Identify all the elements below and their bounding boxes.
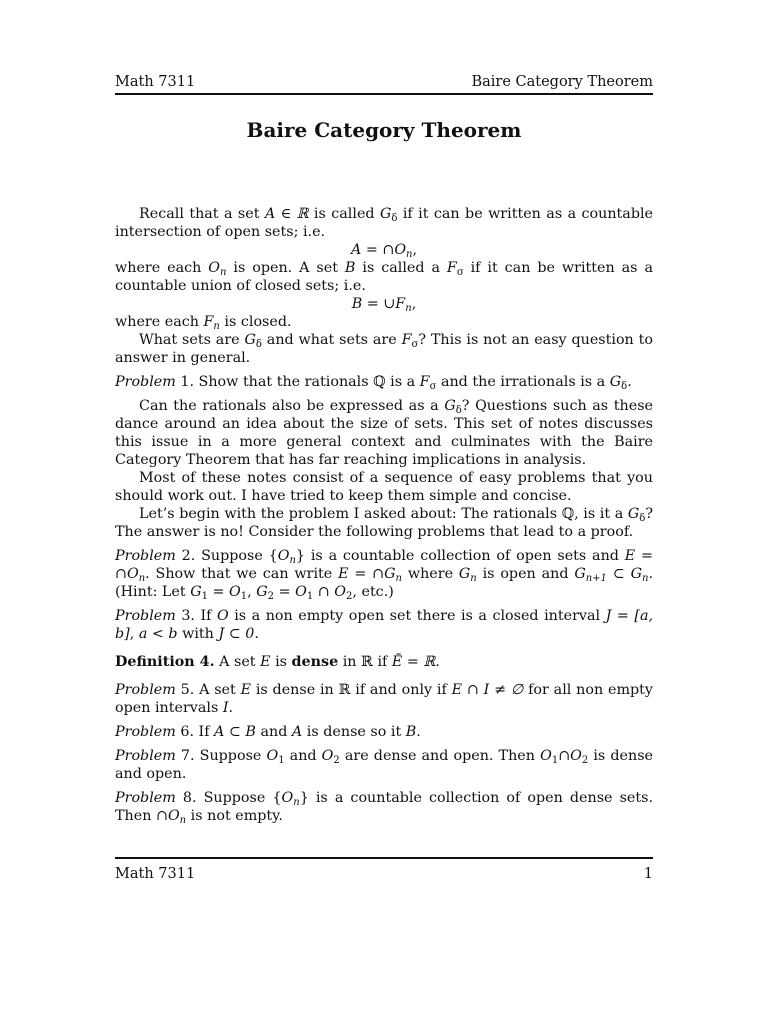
definition-4: Definition 4. A set E is dense in ℝ if Ē = ℝ. [115, 654, 440, 670]
problem-8: Problem 8. Suppose $\{O_n\}$ is a countable collection of open dense sets. Then $\cap O_n$ is not empty. [115, 790, 654, 826]
problem-1: Problem 1. Show that the rationals ℚ is a $F_\sigma$ and the irrationals is a $G_\delta$. [115, 374, 632, 392]
paragraph-fsigma-definition: where each $O_n$ is open. A set B is called a $F_\sigma$ if it can be written as a countable union of closed sets; i.e. [115, 260, 653, 294]
display-equation-union: $B = \cup F_n$, [351, 296, 417, 314]
paragraph-fn-closed: where each $F_n$ is closed. [115, 314, 292, 332]
document-body [115, 205, 653, 825]
header-rule [115, 93, 653, 95]
paragraph-begin: Let’s begin with the problem I asked about: The rationals ℚ, is it a $G_\delta$? The answer is no! Consider the following problems that lead to a proof. [115, 506, 653, 540]
display-equation-intersection: $A = \cap O_n$, [350, 242, 418, 260]
problem-2: Problem 2. Suppose $\{O_n\}$ is a countable collection of open sets and $E = \cap O_n$. Show that we can write $E = \cap G_n$ where $G_n$ is open and $G_{n+1}$ ⊂ $G_n$. (Hint: Let $G_1 = O_1$, $G_2 = O_1$ ∩ $O_2$, etc.) [115, 548, 653, 602]
paragraph-gdelta-definition: Recall that a set A ∈ ℝ is called $G_\delta$ if it can be written as a countable intersection of open sets; i.e. [115, 206, 653, 240]
footer-rule [115, 857, 653, 859]
page-number: 1 [643, 866, 653, 882]
page-title: Baire Category Theorem [246, 118, 522, 142]
problem-7: Problem 7. Suppose $O_1$ and $O_2$ are dense and open. Then $O_1\cap O_2$ is dense and open. [115, 748, 653, 782]
problem-6: Problem 6. If A ⊂ B and A is dense so it B. [115, 724, 421, 740]
header-topic: Baire Category Theorem [471, 74, 653, 90]
problem-5: Problem 5. A set E is dense in ℝ if and only if E ∩ I ≠ ∅ for all non empty open intervals I. [115, 682, 653, 716]
paragraph-easy-problems: Most of these notes consist of a sequence of easy problems that you should work out. I have tried to keep them simple and concise. [115, 470, 653, 504]
paragraph-size-of-sets: Can the rationals also be expressed as a $G_\delta$? Questions such as these dance around an idea about the size of sets. This set of notes discusses this issue in a more general context and culminates with the Baire Category Theorem that has far reaching implications in analysis. [115, 398, 653, 468]
footer-course: Math 7311 [115, 866, 196, 882]
paragraph-question: What sets are $G_\delta$ and what sets are $F_\sigma$? This is not an easy question to answer in general. [115, 332, 653, 366]
header-course: Math 7311 [115, 74, 196, 90]
problem-3: Problem 3. If O is a non empty open set there is a closed interval J = [a, b], a < b with J ⊂ 0. [115, 608, 654, 642]
